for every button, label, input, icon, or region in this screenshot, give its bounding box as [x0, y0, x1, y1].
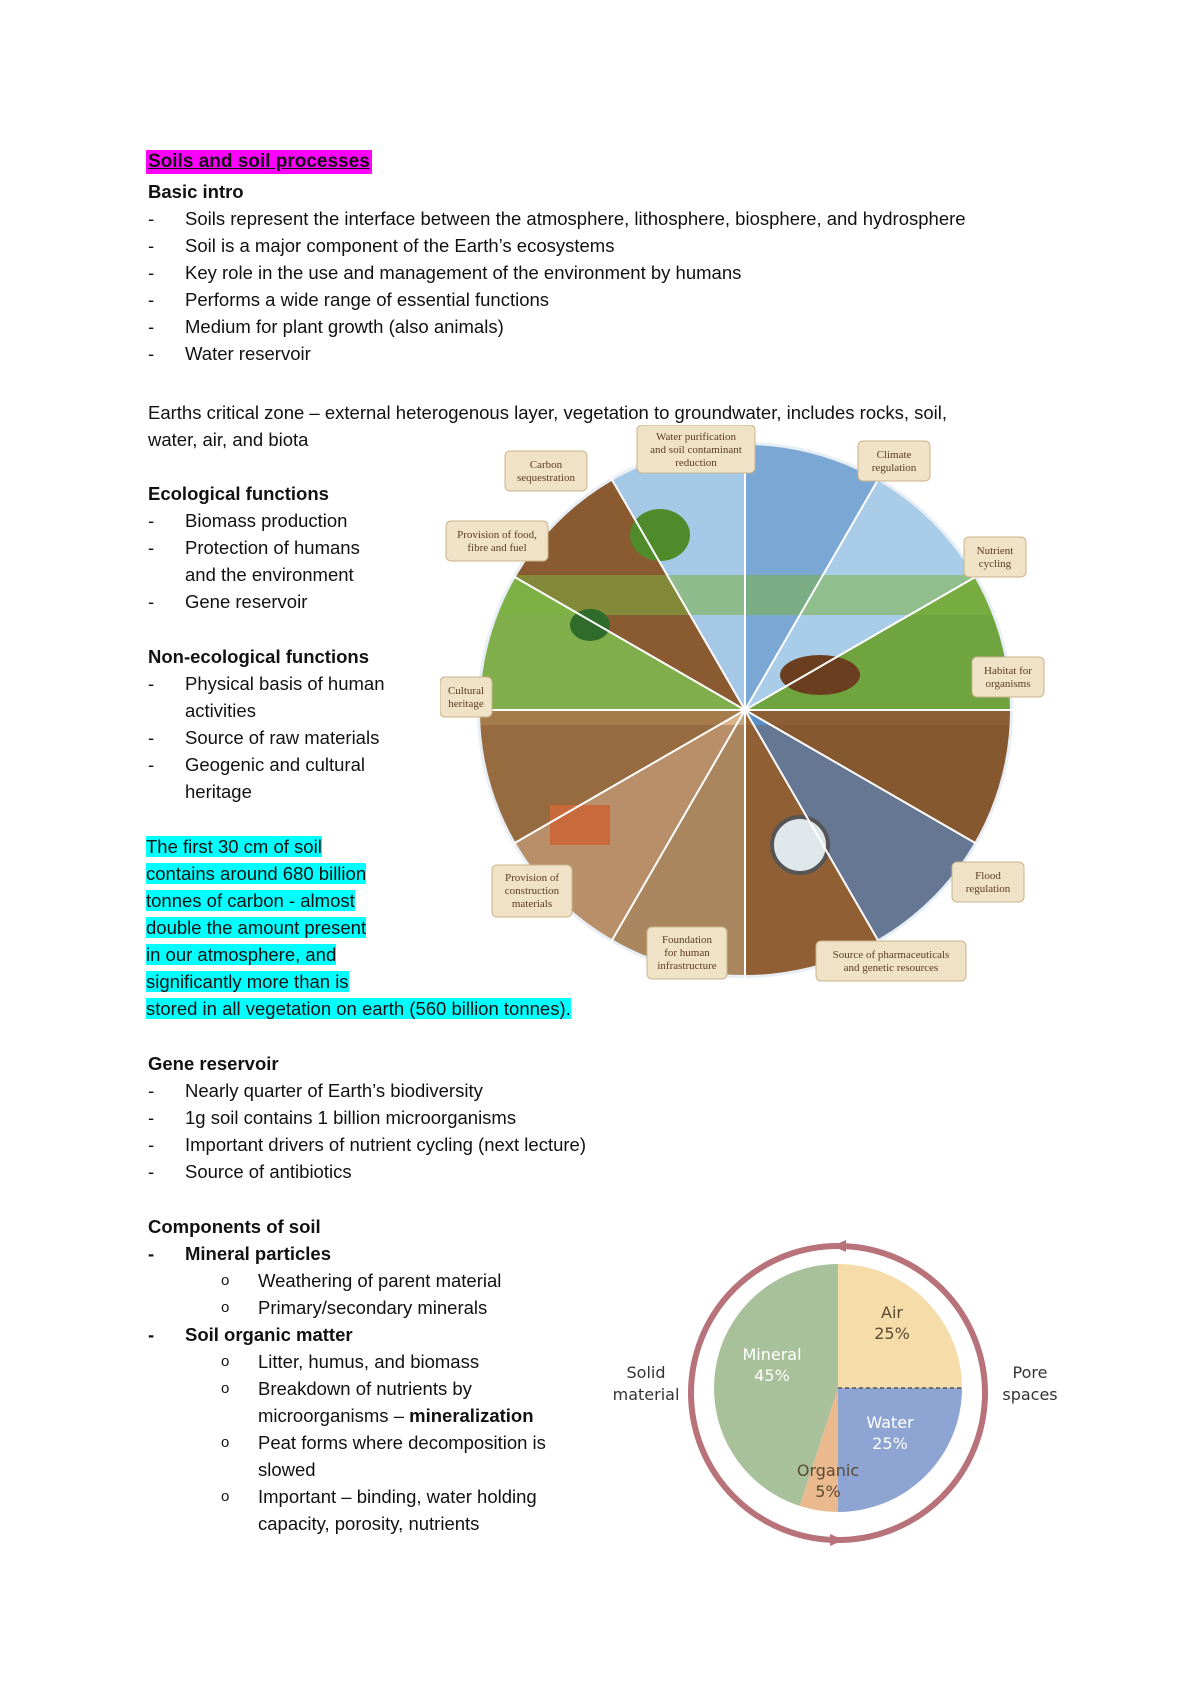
list-item: - Soils represent the interface between the atmosphere, lithosphere, biosphere, and hydrosphere	[148, 205, 966, 232]
list-item: - 1g soil contains 1 billion microorganisms	[148, 1104, 586, 1131]
svg-text:Flood: Flood	[975, 870, 1001, 882]
label-pharmaceuticals	[816, 941, 966, 981]
sub-item-continued: slowed	[258, 1459, 316, 1480]
svg-text:Climate: Climate	[876, 449, 912, 461]
critical-zone-line-1: Earths critical zone – external heterogenous layer, vegetation to groundwater, includes rocks, soil,	[148, 402, 948, 423]
sub-item: o Weathering of parent material	[221, 1270, 502, 1291]
soil-functions-wheel	[440, 425, 1060, 995]
label-climate-regulation	[858, 441, 930, 481]
carbon-fact-line: tonnes of carbon - almost	[146, 890, 355, 911]
list-item: - Gene reservoir	[148, 591, 308, 612]
gene-reservoir-list	[148, 1077, 586, 1185]
label-flood-regulation	[952, 862, 1024, 902]
list-item: - Water reservoir	[148, 340, 966, 367]
svg-text:Habitat for: Habitat for	[984, 665, 1032, 677]
svg-text:and soil contaminant: and soil contaminant	[650, 444, 742, 456]
svg-text:Cultural: Cultural	[447, 685, 485, 697]
arrow-head-icon	[832, 1240, 846, 1252]
list-item-continued: activities	[185, 700, 256, 721]
list-item: - Mineral particles	[148, 1243, 332, 1264]
carbon-fact-line: contains around 680 billion	[146, 863, 367, 884]
label-construction-materials	[492, 865, 572, 917]
svg-text:organisms: organisms	[985, 678, 1031, 690]
svg-text:construction: construction	[504, 885, 560, 897]
sub-item: o Breakdown of nutrients by	[221, 1378, 472, 1399]
list-item: - Nearly quarter of Earth’s biodiversity	[148, 1077, 586, 1104]
label-habitat	[972, 657, 1044, 697]
gene-reservoir-heading: Gene reservoir	[148, 1053, 279, 1074]
svg-text:materials: materials	[511, 898, 553, 910]
label-foundation-infrastructure	[647, 927, 727, 979]
non-ecological-list	[148, 670, 385, 805]
basic-intro-list	[148, 205, 966, 367]
critical-zone-line-2: water, air, and biota	[148, 429, 309, 450]
pie-label-air: Air	[881, 1303, 903, 1322]
sub-item: o Peat forms where decomposition is	[221, 1432, 546, 1453]
label-cultural-heritage	[440, 677, 492, 717]
sub-item-continued: capacity, porosity, nutrients	[258, 1513, 480, 1534]
list-item: - Soil organic matter	[148, 1324, 353, 1345]
arrow-head-icon	[830, 1534, 844, 1546]
pie-label-mineral: Mineral	[742, 1345, 802, 1364]
svg-text:infrastructure: infrastructure	[657, 960, 717, 972]
ecological-list	[148, 507, 360, 615]
pie-value-mineral: 45%	[754, 1366, 790, 1385]
list-item: - Medium for plant growth (also animals)	[148, 313, 966, 340]
svg-text:Carbon: Carbon	[529, 459, 563, 471]
svg-text:heritage: heritage	[448, 698, 484, 710]
pie-label-water: Water	[866, 1413, 914, 1432]
svg-text:regulation: regulation	[965, 883, 1011, 895]
solid-material-label: material	[612, 1385, 680, 1404]
svg-text:fibre and fuel: fibre and fuel	[467, 542, 527, 554]
label-nutrient-cycling	[964, 537, 1026, 577]
sub-item: o Important – binding, water holding	[221, 1486, 537, 1507]
pie-value-air: 25%	[874, 1324, 910, 1343]
label-carbon-sequestration	[505, 451, 587, 491]
svg-text:regulation: regulation	[871, 462, 917, 474]
list-item: - Important drivers of nutrient cycling (next lecture)	[148, 1131, 586, 1158]
pie-value-organic: 5%	[815, 1482, 841, 1501]
soil-composition-chart	[600, 1228, 1080, 1563]
label-water-purification	[637, 425, 755, 473]
sub-item: o Primary/secondary minerals	[221, 1297, 488, 1318]
list-item: - Geogenic and cultural	[148, 754, 365, 775]
sub-item: o Litter, humus, and biomass	[221, 1351, 480, 1372]
list-item: - Biomass production	[148, 510, 348, 531]
svg-text:cycling: cycling	[978, 558, 1012, 570]
carbon-fact-line: double the amount present	[146, 917, 367, 938]
list-item: - Performs a wide range of essential functions	[148, 286, 966, 313]
components-heading: Components of soil	[148, 1216, 321, 1237]
list-item: - Key role in the use and management of the environment by humans	[148, 259, 966, 286]
pore-spaces-label: spaces	[1002, 1385, 1058, 1404]
list-item-continued: and the environment	[185, 564, 354, 585]
svg-text:Foundation: Foundation	[661, 934, 713, 946]
svg-text:Source of pharmaceuticals: Source of pharmaceuticals	[832, 949, 950, 961]
page-title: Soils and soil processes	[148, 151, 370, 172]
pore-spaces-label: Pore	[1012, 1363, 1048, 1382]
carbon-fact-line: stored in all vegetation on earth (560 billion tonnes).	[146, 998, 571, 1019]
list-item: - Protection of humans	[148, 537, 360, 558]
label-food-fibre-fuel	[446, 521, 548, 561]
list-item-continued: heritage	[185, 781, 252, 802]
pie-value-water: 25%	[872, 1434, 908, 1453]
svg-text:Nutrient: Nutrient	[976, 545, 1014, 557]
sub-item-continued: microorganisms – mineralization	[258, 1405, 534, 1426]
list-item: - Source of raw materials	[148, 727, 380, 748]
ecological-heading: Ecological functions	[148, 483, 329, 504]
non-ecological-heading: Non-ecological functions	[148, 646, 369, 667]
svg-text:reduction: reduction	[675, 457, 717, 469]
carbon-fact-line: The first 30 cm of soil	[146, 836, 322, 857]
carbon-fact-line: in our atmosphere, and	[146, 944, 337, 965]
carbon-fact-line: significantly more than is	[146, 971, 349, 992]
list-item: - Source of antibiotics	[148, 1158, 586, 1185]
list-item: - Soil is a major component of the Earth’s ecosystems	[148, 232, 966, 259]
list-item: - Physical basis of human	[148, 673, 385, 694]
basic-intro-heading: Basic intro	[148, 181, 244, 202]
svg-text:Water purification: Water purification	[655, 431, 737, 443]
svg-text:for human: for human	[664, 947, 710, 959]
svg-text:Provision of food,: Provision of food,	[457, 529, 537, 541]
svg-text:and genetic resources: and genetic resources	[843, 962, 939, 974]
svg-text:sequestration: sequestration	[516, 472, 576, 484]
svg-text:Provision of: Provision of	[504, 872, 560, 884]
solid-material-label: Solid	[626, 1363, 666, 1382]
pie-label-organic: Organic	[796, 1461, 860, 1480]
components-list	[148, 1240, 546, 1537]
